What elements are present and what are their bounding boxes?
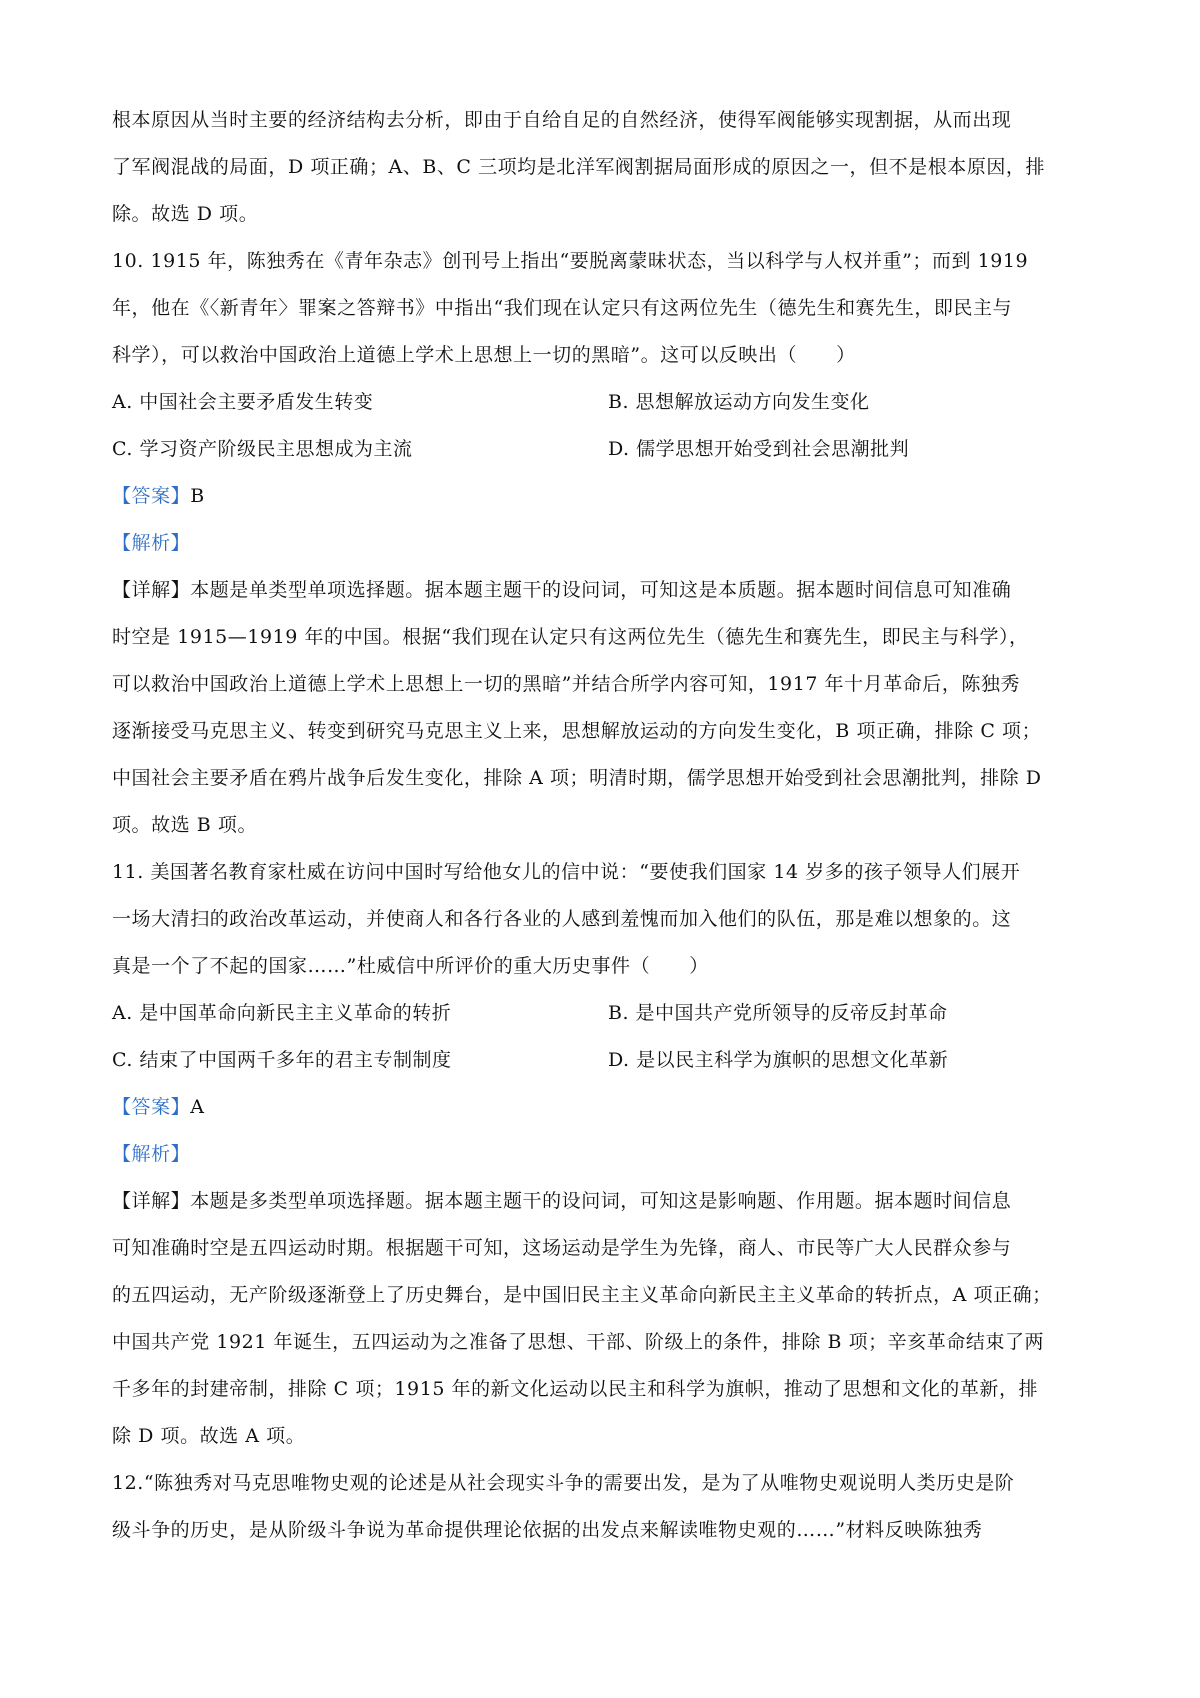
text-line: 年，他在《〈新青年〉罪案之答辩书》中指出“我们现在认定只有这两位先生（德先生和赛先生，即民主与 (112, 297, 1013, 319)
page-content (112, 97, 1100, 1554)
option-d: D. 是以民主科学为旗帜的思想文化革新 (608, 1049, 949, 1071)
text-line: 级斗争的历史，是从阶级斗争说为革命提供理论依据的出发点来解读唯物史观的……”材料反映陈独秀 (112, 1519, 983, 1541)
option-d: D. 儒学思想开始受到社会思潮批判 (608, 438, 910, 460)
answer-line (112, 1084, 1100, 1131)
text-line: 科学），可以救治中国政治上道德上学术上思想上一切的黑暗”。这可以反映出（ ） (112, 344, 856, 366)
text-line: 根本原因从当时主要的经济结构去分析，即由于自给自足的自然经济，使得军阀能够实现割据，从而出现 (112, 109, 1012, 131)
text-line: 12.“陈独秀对马克思唯物史观的论述是从社会现实斗争的需要出发，是为了从唯物史观说明人类历史是阶 (112, 1472, 1015, 1494)
option-a: A. 是中国革命向新民主主义革命的转折 (112, 1002, 452, 1024)
text-line: 11. 美国著名教育家杜威在访问中国时写给他女儿的信中说：“要使我们国家 14 岁多的孩子领导人们展开 (112, 861, 1021, 883)
text-line: 真是一个了不起的国家……”杜威信中所评价的重大历史事件（ ） (112, 955, 709, 977)
text-line: 千多年的封建帝制，排除 C 项；1915 年的新文化运动以民主和科学为旗帜，推动了思想和文化的革新，排 (112, 1378, 1039, 1400)
text-line: 中国社会主要矛盾在鸦片战争后发生变化，排除 A 项；明清时期，儒学思想开始受到社会思潮批判，排除 D (112, 767, 1042, 789)
option-row (112, 379, 1100, 426)
text-line: 时空是 1915—1919 年的中国。根据“我们现在认定只有这两位先生（德先生和赛先生，即民主与科学）， (112, 626, 1029, 648)
analysis-line (112, 520, 1100, 567)
text-line: 除。故选 D 项。 (112, 203, 259, 225)
text-line: 10. 1915 年，陈独秀在《青年杂志》创刊号上指出“要脱离蒙昧状态，当以科学与人权并重”；而到 1919 (112, 250, 1029, 272)
text-line: 逐渐接受马克思主义、转变到研究马克思主义上来，思想解放运动的方向发生变化，B 项正确，排除 C 项； (112, 720, 1042, 742)
option-row (112, 990, 1100, 1037)
analysis-label: 【解析】 (112, 532, 191, 554)
text-line: 可以救治中国政治上道德上学术上思想上一切的黑暗”并结合所学内容可知，1917 年十月革命后，陈独秀 (112, 673, 1021, 695)
answer-label: 【答案】 (112, 485, 191, 507)
question-10 (112, 238, 1100, 849)
question-stem (112, 1460, 1100, 1554)
answer-value: A (190, 1096, 205, 1118)
text-line: 了军阀混战的局面，D 项正确；A、B、C 三项均是北洋军阀割据局面形成的原因之一，但不是根本原因，排 (112, 156, 1046, 178)
text-line: 一场大清扫的政治改革运动，并使商人和各行各业的人感到羞愧而加入他们的队伍，那是难以想象的。这 (112, 908, 1012, 930)
option-b: B. 是中国共产党所领导的反帝反封革命 (608, 1002, 948, 1024)
question-11 (112, 849, 1100, 1460)
text-line: 的五四运动，无产阶级逐渐登上了历史舞台，是中国旧民主主义革命向新民主主义革命的转折点，A 项正确； (112, 1284, 1052, 1306)
detail-paragraph (112, 567, 1100, 849)
options-list (112, 379, 1100, 473)
option-row (112, 426, 1100, 473)
answer-label: 【答案】 (112, 1096, 191, 1118)
option-a: A. 中国社会主要矛盾发生转变 (112, 391, 374, 413)
options-list (112, 990, 1100, 1084)
text-line: 可知准确时空是五四运动时期。根据题干可知，这场运动是学生为先锋，商人、市民等广大人民群众参与 (112, 1237, 1012, 1259)
option-c: C. 结束了中国两千多年的君主专制制度 (112, 1049, 452, 1071)
question-stem (112, 849, 1100, 990)
option-row (112, 1037, 1100, 1084)
text-line: 除 D 项。故选 A 项。 (112, 1425, 306, 1447)
text-line: 【详解】本题是多类型单项选择题。据本题主题干的设问词，可知这是影响题、作用题。据本题时间信息 (112, 1190, 1012, 1212)
analysis-line (112, 1131, 1100, 1178)
answer-value: B (190, 485, 205, 507)
question-12 (112, 1460, 1100, 1554)
option-b: B. 思想解放运动方向发生变化 (608, 391, 870, 413)
intro-paragraph (112, 97, 1100, 238)
analysis-label: 【解析】 (112, 1143, 191, 1165)
question-stem (112, 238, 1100, 379)
text-line: 项。故选 B 项。 (112, 814, 257, 836)
detail-paragraph (112, 1178, 1100, 1460)
option-c: C. 学习资产阶级民主思想成为主流 (112, 438, 413, 460)
text-line: 【详解】本题是单类型单项选择题。据本题主题干的设问词，可知这是本质题。据本题时间信息可知准确 (112, 579, 1012, 601)
text-line: 中国共产党 1921 年诞生，五四运动为之准备了思想、干部、阶级上的条件，排除 B 项；辛亥革命结束了两 (112, 1331, 1045, 1353)
answer-line (112, 473, 1100, 520)
